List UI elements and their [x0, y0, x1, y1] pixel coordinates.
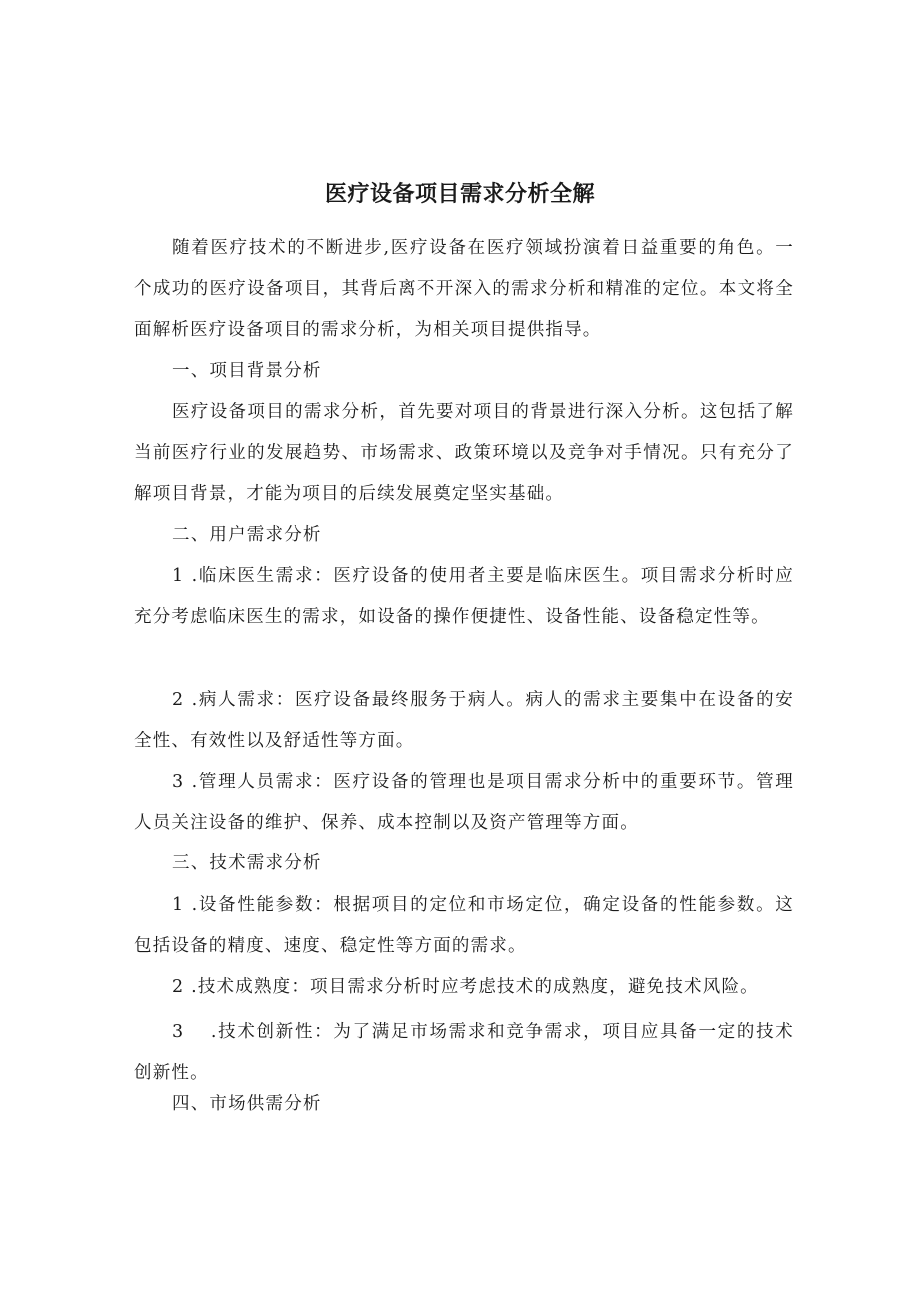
document-title: 医疗设备项目需求分析全解 — [324, 182, 595, 207]
list-item-patient-needs: 2 .病人需求：医疗设备最终服务于病人。病人的需求主要集中在设备的安全性、有效性以及舒适性等方面。 — [134, 690, 794, 751]
list-item-tech-innovation: 3 .技术创新性：为了满足市场需求和竞争需求，项目应具备一定的技术创新性。 — [134, 1022, 794, 1083]
list-item-clinician-needs: 1 .临床医生需求：医疗设备的使用者主要是临床医生。项目需求分析时应充分考虑临床医生的需求，如设备的操作便捷性、设备性能、设备稳定性等。 — [134, 566, 794, 627]
list-item-tech-maturity: 2 .技术成熟度：项目需求分析时应考虑技术的成熟度，避免技术风险。 — [172, 977, 759, 997]
section-heading-background: 一、项目背景分析 — [172, 361, 322, 381]
section-heading-tech-needs: 三、技术需求分析 — [172, 853, 322, 873]
section-heading-market: 四、市场供需分析 — [172, 1094, 322, 1114]
section-heading-user-needs: 二、用户需求分析 — [172, 525, 322, 545]
paragraph-background: 医疗设备项目的需求分析，首先要对项目的背景进行深入分析。这包括了解当前医疗行业的发展趋势、市场需求、政策环境以及竞争对手情况。只有充分了解项目背景，才能为项目的后续发展奠定坚实基础。 — [134, 402, 794, 504]
list-item-performance-params: 1 .设备性能参数：根据项目的定位和市场定位，确定设备的性能参数。这包括设备的精度、速度、稳定性等方面的需求。 — [134, 895, 794, 956]
list-item-manager-needs: 3 .管理人员需求：医疗设备的管理也是项目需求分析中的重要环节。管理人员关注设备的维护、保养、成本控制以及资产管理等方面。 — [134, 772, 794, 833]
paragraph-intro: 随着医疗技术的不断进步,医疗设备在医疗领域扮演着日益重要的角色。一个成功的医疗设备项目，其背后离不开深入的需求分析和精准的定位。本文将全面解析医疗设备项目的需求分析，为相关项目提供指导。 — [134, 238, 794, 340]
